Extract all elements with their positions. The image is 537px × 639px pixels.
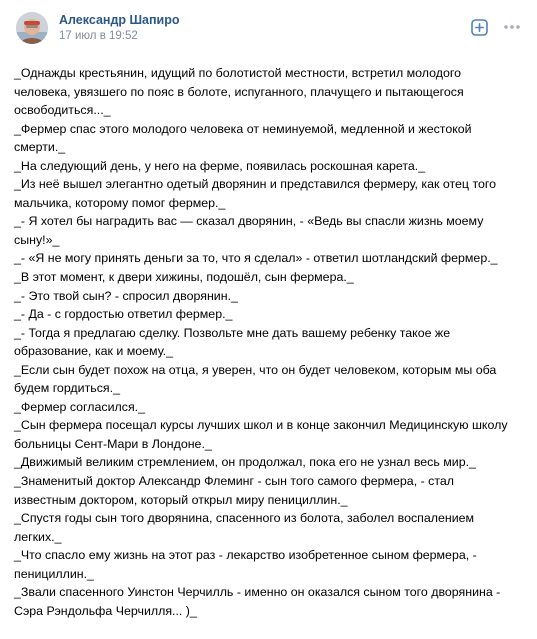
author-avatar[interactable] <box>16 12 48 44</box>
post-text-line: мальчика, которому помог фермер._ <box>14 195 226 210</box>
post-text-line: _- «Я не могу принять деньги за то, что я сделал» - ответил шотландский фермер._ <box>14 251 498 266</box>
post-date[interactable]: 17 июл в 19:52 <box>59 30 138 42</box>
post-text-line: _Если сын будет похож на отца, я уверен, что он будет человеком, которым мы оба <box>14 362 497 377</box>
post-text-line: _- Я хотел бы наградить вас — сказал дворянин, - «Ведь вы спасли жизнь моему <box>14 214 484 229</box>
post-text-line: будем гордиться._ <box>14 381 120 396</box>
post-text-line: _Однажды крестьянин, идущий по болотистой местности, встретил молодого <box>14 66 461 80</box>
post-text-line: больницы Сент-Мари в Лондоне._ <box>14 436 212 451</box>
post-text-line: _Из неё вышел элегантно одетый дворянин и представился фермеру, как отец того <box>14 177 497 192</box>
post-text-line: освободиться..._ <box>14 103 111 118</box>
post-text <box>14 64 524 620</box>
post-text-line: _Звали спасенного Уинстон Черчилль - именно он оказался сыном того дворянина - <box>14 585 501 600</box>
post-text-line: _Спустя годы сын того дворянина, спасенного из болота, заболел воспалением <box>14 511 475 526</box>
post-text-line: _Фермер спас этого молодого человека от неминуемой, медленной и жестокой <box>14 121 472 136</box>
post-header <box>0 0 537 56</box>
post-text-line: _- Тогда я предлагаю сделку. Позвольте мне дать вашему ребенку такое же <box>14 325 451 340</box>
post-text-line: _Что спасло ему жизнь на этот раз - лекарство изобретенное сыном фермера, - <box>14 548 477 563</box>
post-text-line: известным доктором, который открыл миру пенициллин._ <box>14 492 348 507</box>
more-dots-icon <box>502 20 522 34</box>
post-text-line: _В этот момент, к двери хижины, подошёл, сын фермера._ <box>14 270 354 285</box>
post-text-line: _- Это твой сын? - спросил дворянин._ <box>14 288 238 303</box>
more-button[interactable] <box>502 20 522 34</box>
post-text-line: _На следующий день, у него на ферме, появилась роскошная карета._ <box>14 158 426 173</box>
post-text-line: смерти._ <box>14 140 66 155</box>
post-text-line: _Сын фермера посещал курсы лучших школ и в конце закончил Медицинскую школу <box>14 418 508 433</box>
author-name[interactable]: Александр Шапиро <box>59 13 180 27</box>
post-text-line: _Фермер согласился._ <box>14 399 146 414</box>
add-square-icon <box>471 19 488 36</box>
post-text-line: человека, увязшего по пояс в болоте, испуганного, плачущего и пытающегося <box>14 84 464 99</box>
post-text-line: образование, как и моему._ <box>14 344 173 359</box>
add-button[interactable] <box>471 19 488 36</box>
post-text-line: легких._ <box>14 529 62 544</box>
user-avatar-photo-icon <box>16 12 48 44</box>
post-text-line: _- Да - с гордостью ответил фермер._ <box>14 307 233 322</box>
post-text-line: _Знаменитый доктор Александр Флеминг - сын того самого фермера, - стал <box>14 474 454 489</box>
post-text-line: _Движимый великим стремлением, он продолжал, пока его не узнал весь мир._ <box>14 455 476 470</box>
post-text-line: сыну!»_ <box>14 232 60 247</box>
post-text-line: Сэра Рэндольфа Черчилля... )_ <box>14 603 197 618</box>
post-text-line: пенициллин._ <box>14 566 94 581</box>
